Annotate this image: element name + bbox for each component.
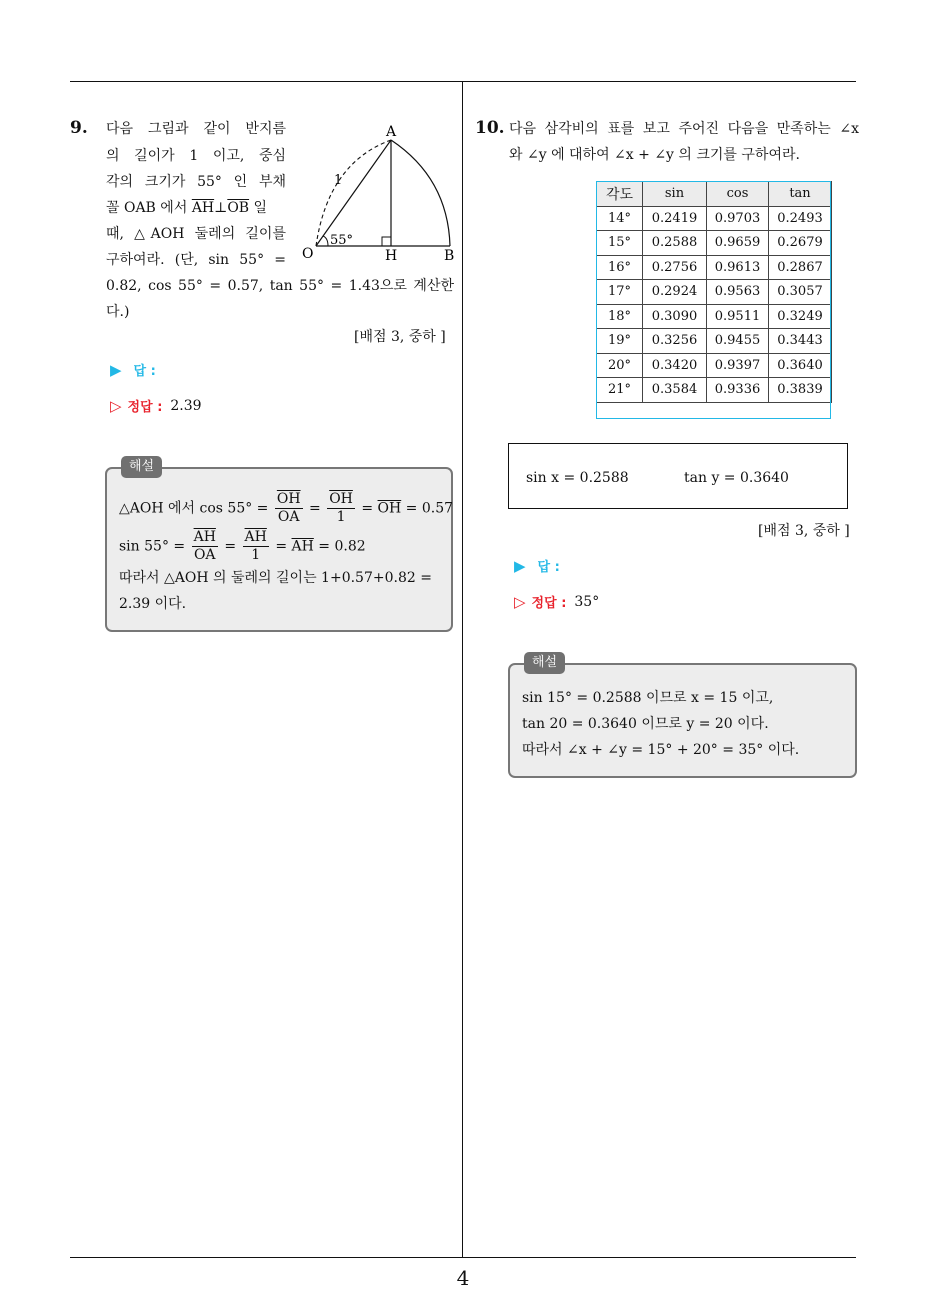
- answer-row[interactable]: [110, 360, 156, 379]
- table-cell: 14°: [597, 206, 643, 231]
- table-cell: 0.3256: [643, 329, 707, 354]
- perp-symbol: ⊥: [214, 200, 228, 216]
- table-row: [597, 329, 832, 354]
- table-cell: 0.9336: [707, 378, 769, 403]
- sector-figure: [298, 118, 468, 266]
- table-row: [597, 280, 832, 305]
- question-number: 10.: [475, 118, 505, 138]
- table-row: [597, 304, 832, 329]
- top-rule: [70, 81, 856, 82]
- table-row: [597, 206, 832, 231]
- table-header-row: [597, 182, 832, 207]
- segment-oa-line: [316, 140, 391, 246]
- table-cell: 0.3420: [643, 353, 707, 378]
- table-cell: 0.2679: [769, 231, 832, 256]
- table-cell: 20°: [597, 353, 643, 378]
- solution-line: 따라서 ∠x + ∠y = 15° + 20° = 35° 이다.: [522, 742, 800, 758]
- table-cell: 0.2493: [769, 206, 832, 231]
- table-cell: 0.9703: [707, 206, 769, 231]
- arc-ab: [391, 140, 450, 246]
- correct-answer-label: 정답 :: [127, 400, 163, 415]
- solution-line: 2.39 이다.: [119, 596, 187, 612]
- fraction: [275, 491, 303, 526]
- table-cell: 19°: [597, 329, 643, 354]
- label-o: O: [302, 246, 314, 262]
- question-text-line: 다음 삼각비의 표를 보고 주어진 다음을 만족하는 ∠x: [509, 121, 859, 137]
- table-cell: 0.3057: [769, 280, 832, 305]
- table-cell: 0.9511: [707, 304, 769, 329]
- table-row: [597, 255, 832, 280]
- equals-sign: =: [275, 538, 288, 555]
- solution-line: tan 20 = 0.3640 이므로 y = 20 이다.: [522, 716, 769, 732]
- table-cell: 0.3090: [643, 304, 707, 329]
- segment-oh: $\overline{OH}$: [377, 500, 402, 517]
- play-triangle-icon: ▶: [110, 360, 122, 379]
- solution-value: = 0.57: [405, 500, 454, 517]
- solution-text: sin 55° =: [119, 538, 186, 555]
- table-cell: 17°: [597, 280, 643, 305]
- solution-tag: 해설: [524, 652, 565, 674]
- correct-answer-label: 정답 :: [531, 596, 567, 611]
- answer-label: 답 :: [133, 364, 156, 379]
- label-b: B: [444, 248, 455, 264]
- label-h: H: [385, 248, 398, 264]
- question-text-line: [106, 198, 286, 218]
- segment-ah: $\overline{AH}$: [191, 200, 215, 216]
- outline-triangle-icon: ▷: [110, 396, 122, 415]
- solution-line: 따라서 △AOH 의 둘레의 길이는 1+0.57+0.82 =: [119, 570, 432, 586]
- table-cell: 0.2756: [643, 255, 707, 280]
- answer-label: 답 :: [537, 560, 560, 575]
- table-cell: 21°: [597, 378, 643, 403]
- table-cell: 0.3584: [643, 378, 707, 403]
- solution-line: [119, 491, 453, 526]
- fraction-denominator: 1: [251, 547, 261, 563]
- fraction-numerator: $\overline{OH}$: [329, 491, 353, 507]
- question-text-line: 다.): [106, 304, 130, 320]
- table-cell: 0.9659: [707, 231, 769, 256]
- table-cell: 0.3839: [769, 378, 832, 403]
- bottom-rule: [70, 1257, 856, 1258]
- solution-tag: 해설: [121, 456, 162, 478]
- question-text-line: 각의 크기가 55° 인 부채: [106, 174, 286, 190]
- table-row: [597, 231, 832, 256]
- question-text-line: 0.82, cos 55° = 0.57, tan 55° = 1.43으로 계산한: [106, 278, 454, 294]
- table-cell: 0.2924: [643, 280, 707, 305]
- table-cell: 0.9613: [707, 255, 769, 280]
- solution-text: △AOH 에서 cos 55° =: [119, 500, 269, 517]
- table-header: 각도: [597, 182, 643, 207]
- correct-answer-row: [110, 396, 202, 415]
- question-text-line: 때, △AOH 둘레의 길이를: [106, 226, 286, 242]
- angle-arc: [323, 236, 328, 246]
- segment-ob: $\overline{OB}$: [227, 200, 250, 216]
- answer-row[interactable]: [514, 556, 560, 575]
- table-cell: 0.2419: [643, 206, 707, 231]
- table-cell: 0.3443: [769, 329, 832, 354]
- table-cell: 0.9455: [707, 329, 769, 354]
- question-text-fragment: 일: [249, 200, 268, 216]
- table-cell: 16°: [597, 255, 643, 280]
- solution-value: = 0.82: [318, 538, 366, 555]
- table-cell: 0.9397: [707, 353, 769, 378]
- table-cell: 0.3249: [769, 304, 832, 329]
- correct-answer-row: [514, 592, 599, 611]
- condition-sin: sin x = 0.2588: [526, 470, 629, 486]
- correct-answer-value: 2.39: [170, 397, 202, 414]
- question-number: 9.: [70, 118, 88, 138]
- fraction: [327, 491, 355, 526]
- table-cell: 0.9563: [707, 280, 769, 305]
- condition-tan: tan y = 0.3640: [684, 470, 789, 486]
- outline-triangle-icon: ▷: [514, 592, 526, 611]
- fraction-numerator: $\overline{AH}$: [244, 529, 267, 545]
- question-text-line: 의 길이가 1 이고, 중심: [106, 148, 286, 164]
- solution-box: [105, 459, 454, 632]
- score-label: [배점 3, 중하 ]: [354, 329, 446, 345]
- table-header: cos: [707, 182, 769, 207]
- solution-line: sin 15° = 0.2588 이므로 x = 15 이고,: [522, 690, 774, 706]
- table-cell: 15°: [597, 231, 643, 256]
- question-text-fragment: 꼴 OAB 에서: [106, 200, 192, 216]
- table-cell: 0.3640: [769, 353, 832, 378]
- table-header: sin: [643, 182, 707, 207]
- segment-ah: $\overline{AH}$: [291, 538, 314, 555]
- equals-sign: =: [224, 538, 237, 555]
- question-text-line: 다음 그림과 같이 반지름: [106, 121, 286, 137]
- score-label: [배점 3, 중하 ]: [758, 523, 850, 539]
- fraction: [192, 529, 218, 564]
- label-a: A: [386, 124, 397, 140]
- table-row: [597, 378, 832, 403]
- condition-box: [508, 443, 848, 509]
- label-radius: 1: [334, 173, 343, 188]
- label-angle: 55°: [330, 233, 354, 248]
- question-text-line: 와 ∠y 에 대하여 ∠x + ∠y 의 크기를 구하여라.: [509, 147, 800, 163]
- right-angle-marker: [382, 237, 391, 246]
- page-number: 4: [456, 1266, 470, 1290]
- table-row: [597, 353, 832, 378]
- table-cell: 18°: [597, 304, 643, 329]
- fraction-numerator: $\overline{OH}$: [276, 491, 301, 507]
- equals-sign: =: [309, 500, 321, 517]
- fraction-numerator: $\overline{AH}$: [193, 529, 216, 545]
- fraction-denominator: OA: [193, 547, 216, 563]
- play-triangle-icon: ▶: [514, 556, 526, 575]
- table-cell: 0.2867: [769, 255, 832, 280]
- trig-table: [596, 181, 832, 403]
- solution-box: [508, 655, 857, 778]
- equals-sign: =: [361, 500, 374, 517]
- fraction-denominator: 1: [336, 509, 346, 525]
- correct-answer-value: 35°: [574, 593, 600, 610]
- question-text-line: 구하여라. (단, sin 55° =: [106, 252, 286, 268]
- fraction-denominator: OA: [277, 509, 300, 525]
- table-cell: 0.2588: [643, 231, 707, 256]
- fraction: [243, 529, 269, 564]
- solution-line: [119, 529, 366, 564]
- table-header: tan: [769, 182, 832, 207]
